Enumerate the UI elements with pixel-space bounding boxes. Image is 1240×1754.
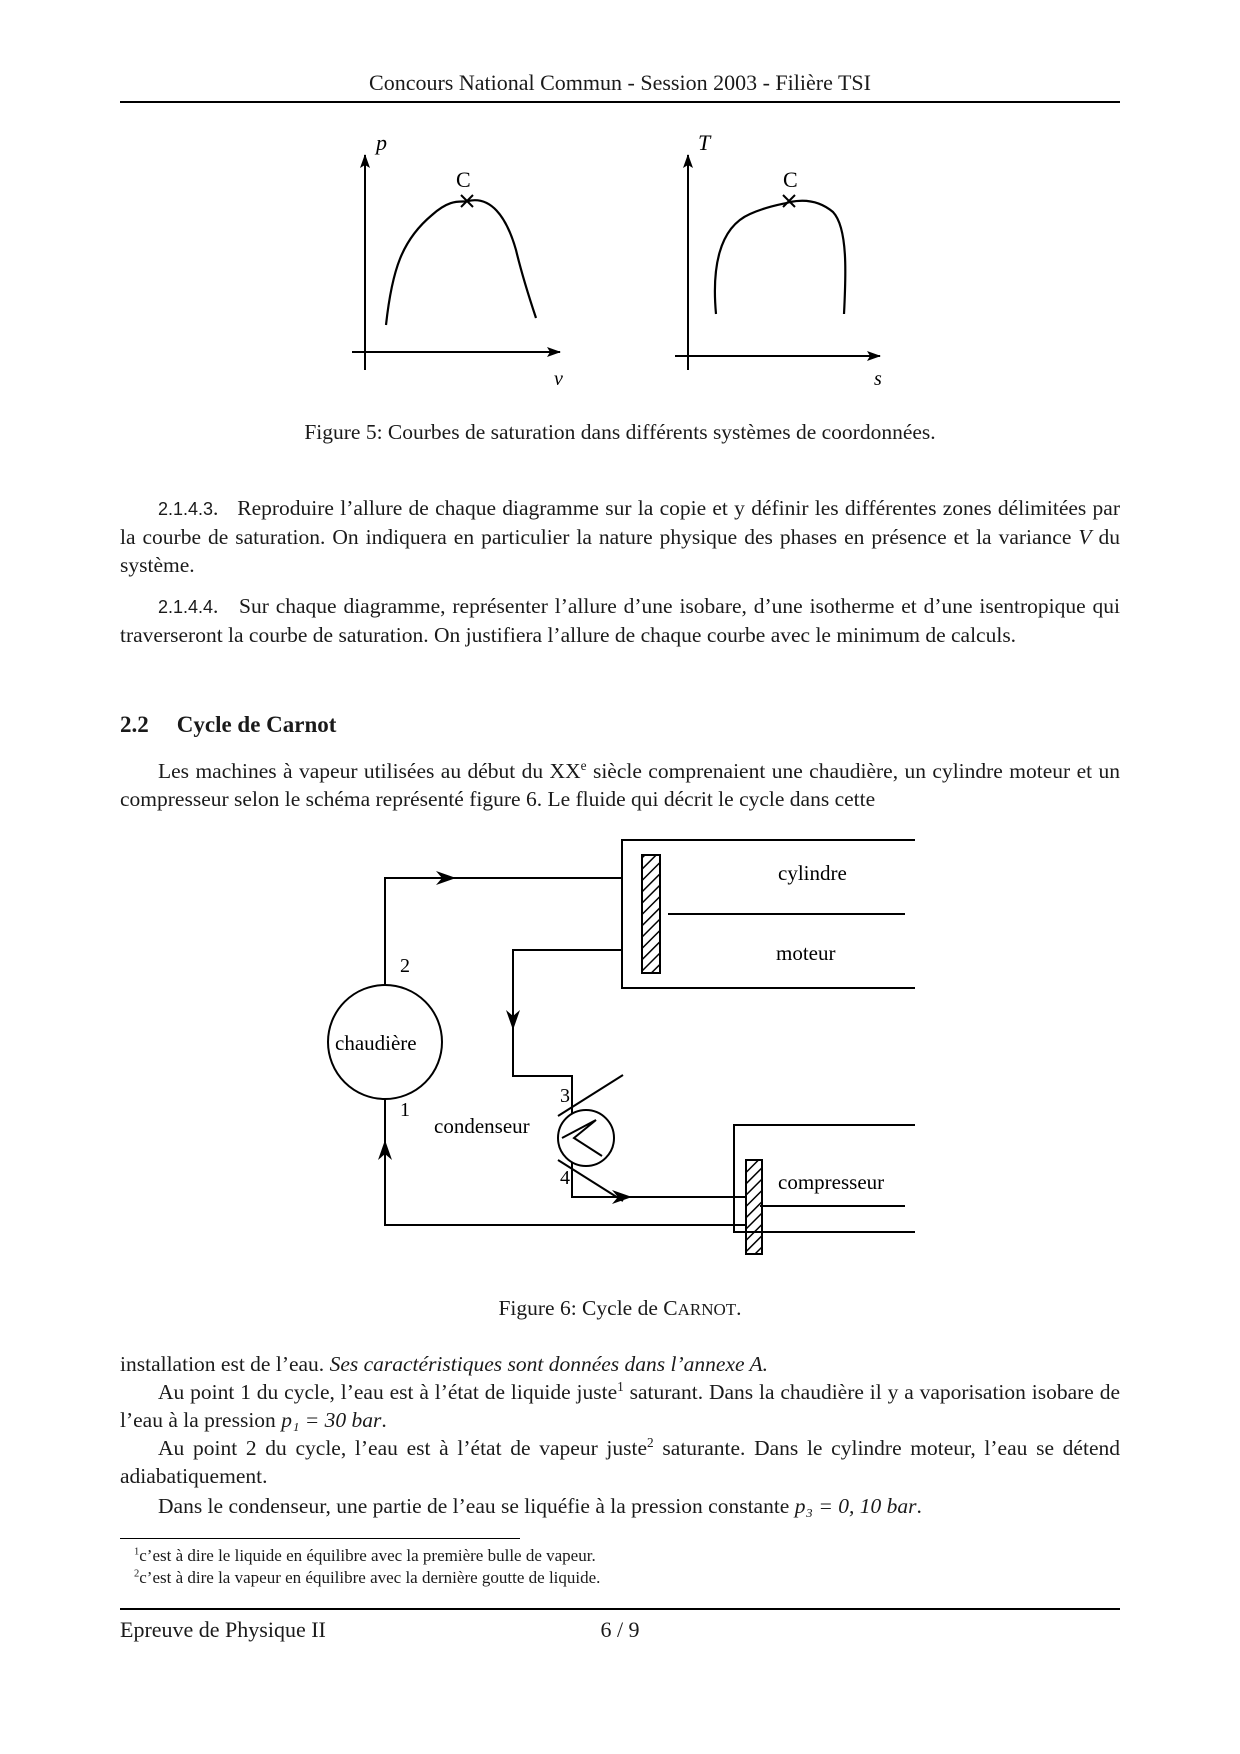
label-compresseur: compresseur	[778, 1170, 885, 1194]
caption-smallcaps: ARNOT	[677, 1300, 737, 1319]
p4-end: .	[916, 1494, 922, 1518]
pv-y-label: p	[376, 130, 387, 155]
intro-text-end: siècle comprenaient une chaudière, un cylindre moteur et un compresseur selon le schéma représenté figure 6. Le fluide qui décrit le cycle dans cette	[120, 759, 1120, 811]
label-cylindre: cylindre	[778, 861, 847, 885]
figure-6	[0, 820, 1240, 1260]
page-header: Concours National Commun - Session 2003 - Filière TSI	[369, 70, 871, 95]
footnote-2	[134, 1568, 600, 1588]
pv-x-label: v	[554, 368, 563, 390]
variance-symbol: V	[1078, 525, 1092, 549]
footnote-rule	[120, 1538, 520, 1539]
footnote-text: c’est à dire la vapeur en équilibre avec la dernière goutte de liquide.	[139, 1568, 601, 1587]
point-2: 2	[400, 955, 410, 977]
section-heading	[120, 712, 336, 738]
figure-5-caption: Figure 5: Courbes de saturation dans différents systèmes de coordonnées.	[304, 420, 936, 444]
ts-point-c: C	[783, 167, 798, 192]
caption-text: Figure 6: Cycle de C	[498, 1296, 678, 1320]
footnote-text: c’est à dire le liquide en équilibre avec la première bulle de vapeur.	[139, 1546, 596, 1565]
question-text: Sur chaque diagramme, représenter l’allure d’une isobare, d’une isotherme et d’une isentropique qui traverseront la courbe de saturation. On justifiera l’allure de chaque courbe avec le minimum de calculs.	[120, 594, 1120, 647]
section-number: 2.2	[120, 712, 149, 737]
question-number: 2.1.4.4	[158, 597, 214, 617]
label-chaudiere: chaudière	[335, 1031, 417, 1055]
footer-left: Epreuve de Physique II	[120, 1617, 326, 1642]
pv-diagram	[352, 130, 563, 390]
footnote-mark: 1	[134, 1546, 140, 1558]
compressor-piston	[746, 1160, 762, 1254]
paragraph-4	[120, 1492, 1120, 1520]
question-text: Reproduire l’allure de chaque diagramme sur la copie et y définir les différentes zones délimitées par la courbe de saturation. On indiquera en particulier la nature physique des phases en présence et la variance	[120, 496, 1121, 549]
page-number: 6 / 9	[600, 1617, 640, 1642]
figure-5	[0, 0, 1240, 420]
p1-text: installation est de l’eau.	[120, 1352, 330, 1376]
question-text-end: du système.	[120, 525, 1120, 577]
condenser-circle	[558, 1110, 614, 1166]
section-title: Cycle de Carnot	[176, 712, 337, 737]
point-1: 1	[400, 1099, 410, 1121]
ts-diagram	[675, 130, 882, 390]
footer-rule	[120, 1608, 1120, 1610]
question-2-1-4-3: 2.1.4.3. Reproduire l’allure de chaque diagramme sur la copie et y définir les différentes zones délimitées par la courbe de saturation. On indiquera en particulier la nature physique des phases en présence et la variance V du système.	[120, 496, 1121, 577]
paragraph-3	[120, 1434, 1120, 1490]
footnote-1	[134, 1546, 596, 1566]
footnote-mark: 2	[134, 1568, 140, 1580]
paragraph-2	[120, 1378, 1120, 1434]
point-3: 3	[560, 1085, 570, 1107]
intro-paragraph	[120, 757, 1120, 813]
p2-text: Au point 1 du cycle, l’eau est à l’état de liquide juste	[158, 1380, 618, 1404]
question-number: 2.1.4.3	[158, 499, 214, 519]
pipe-condenser-to-compressor	[572, 1162, 746, 1197]
p1-italic: Ses caractéristiques sont données dans l’annexe A.	[329, 1352, 769, 1376]
footnote-ref-2: 2	[647, 1434, 654, 1450]
p2-text-mid: saturant. Dans la chaudière il y a vaporisation isobare de l’eau à la pression	[120, 1380, 1120, 1432]
pv-saturation-curve	[386, 200, 536, 325]
century-exponent: e	[580, 757, 587, 773]
p3-text: Au point 2 du cycle, l’eau est à l’état de vapeur juste	[158, 1436, 648, 1460]
footnote-ref-1: 1	[617, 1378, 624, 1394]
figure-6-caption	[120, 1296, 1120, 1321]
ts-x-label: s	[874, 368, 882, 390]
p2-math: p₁ = 30 bar	[281, 1408, 382, 1432]
p4-text: Dans le condenseur, une partie de l’eau se liquéfie à la pression constante	[158, 1494, 795, 1518]
pipe-boiler-to-cylinder	[385, 878, 622, 985]
ts-saturation-curve	[715, 201, 845, 314]
label-moteur: moteur	[776, 941, 836, 965]
condenser-coil	[562, 1120, 602, 1156]
ts-y-label: T	[698, 130, 711, 155]
point-4: 4	[560, 1167, 570, 1189]
pv-point-c: C	[456, 167, 471, 192]
label-condenseur: condenseur	[434, 1114, 530, 1138]
motor-piston	[642, 855, 660, 973]
paragraph-1	[120, 1350, 1120, 1378]
question-2-1-4-4: 2.1.4.4. Sur chaque diagramme, représenter l’allure d’une isobare, d’une isotherme et d’une isentropique qui traverseront la courbe de saturation. On justifiera l’allure de chaque courbe avec le minimum de calculs.	[120, 594, 1120, 647]
p2-end: .	[381, 1408, 387, 1432]
caption-period: .	[736, 1296, 742, 1320]
p4-math: p₃ = 0, 10 bar	[794, 1494, 917, 1518]
intro-text: Les machines à vapeur utilisées au début du XX	[158, 759, 581, 783]
p3-text-end: saturante. Dans le cylindre moteur, l’eau se détend adiabatiquement.	[120, 1436, 1120, 1488]
